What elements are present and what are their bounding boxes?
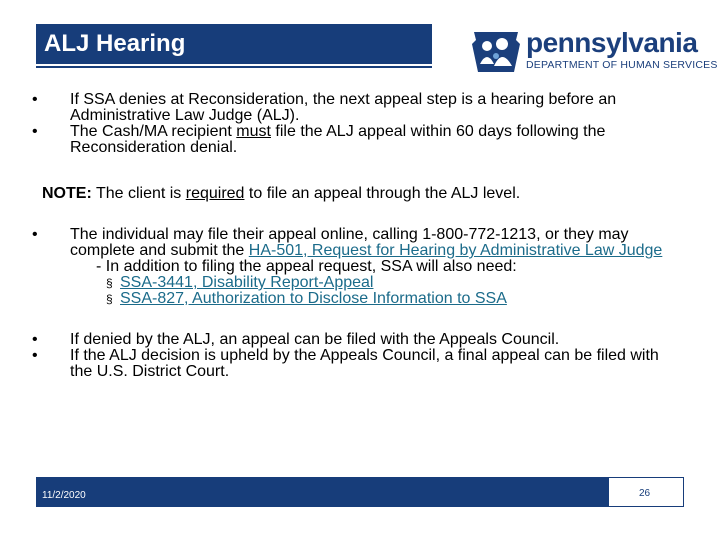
bullet-icon: • <box>32 123 38 140</box>
emphasis-must: must <box>236 123 271 140</box>
bullet-icon: • <box>32 347 38 364</box>
square-bullet-icon: § <box>106 276 113 290</box>
title-bar <box>36 24 432 64</box>
emphasis-required: required <box>185 185 245 202</box>
page-number-box <box>608 477 684 507</box>
bullet-list-3 <box>32 331 682 380</box>
list-item: • The Cash/MA recipient must file the ALJ appeal within 60 days following the Reconsideration denial. <box>32 123 606 156</box>
keystone-family-icon <box>470 26 522 76</box>
note-label: NOTE: <box>42 185 92 202</box>
list-item: • If denied by the ALJ, an appeal can be filed with the Appeals Council. <box>32 331 560 348</box>
page-number: 26 <box>639 488 651 499</box>
bullet-list-2 <box>32 226 682 307</box>
logo-subtitle: DEPARTMENT OF HUMAN SERVICES <box>526 59 718 71</box>
bullet-icon: • <box>32 91 38 108</box>
logo-wordmark: pennsylvania <box>526 27 698 58</box>
pa-dhs-logo <box>470 26 718 76</box>
slide-content <box>32 91 682 380</box>
bullet-list-1 <box>32 91 682 156</box>
form-item <box>70 291 682 307</box>
form-item <box>70 275 682 291</box>
footer-bar <box>36 477 684 507</box>
note-paragraph: NOTE: The client is required to file an appeal through the ALJ level. <box>42 185 521 202</box>
list-item: • If the ALJ decision is upheld by the Appeals Council, a final appeal can be filed with the U.S. District Court. <box>32 347 659 380</box>
ha-501-link[interactable]: HA-501, Request for Hearing by Administrative Law Judge <box>248 242 663 259</box>
footer-date: 11/2/2020 <box>42 490 86 501</box>
bullet-icon: • <box>32 226 38 243</box>
page-title: ALJ Hearing <box>44 30 186 57</box>
ssa-827-link[interactable]: SSA-827, Authorization to Disclose Information to SSA <box>120 290 507 307</box>
ssa-3441-link[interactable]: SSA-3441, Disability Report-Appeal <box>120 274 374 291</box>
square-bullet-icon: § <box>106 292 113 306</box>
list-item: • The individual may file their appeal online, calling 1-800-772-1213, or they may complete and submit the HA-501, Request for Hearing by Administrative Law Judge - In addition to filing the appeal request, SSA will also need: § SSA-3441, Disability Report-Appeal § SSA-827, Authorization to Disclose Information to SSA <box>42 227 682 307</box>
sub-note: - In addition to filing the appeal request, SSA will also need: <box>96 258 517 275</box>
bullet-icon: • <box>32 331 38 348</box>
title-divider <box>36 66 432 68</box>
list-item: • If SSA denies at Reconsideration, the next appeal step is a hearing before an Administrative Law Judge (ALJ). <box>32 91 617 124</box>
